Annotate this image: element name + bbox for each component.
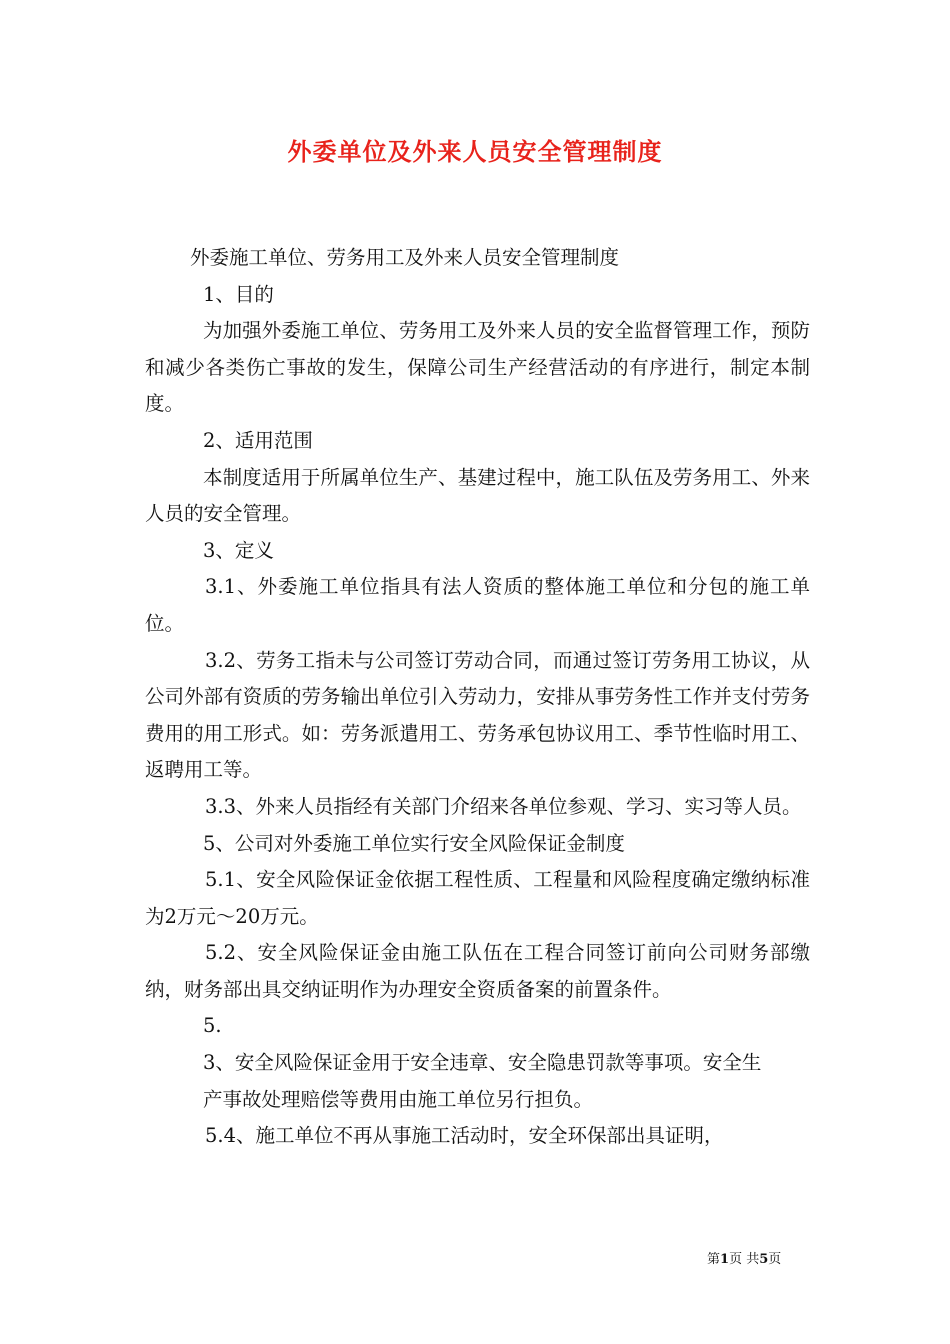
paragraph: 5.4、施工单位不再从事施工活动时，安全环保部出具证明， (205, 1124, 724, 1148)
paragraph: 5.2、安全风险保证金由施工队伍在工程合同签订前向公司财务部缴纳，财务部出具交纳证明作为办理安全资质备案的前置条件。 (145, 941, 810, 1001)
document-body (145, 240, 810, 1155)
paragraph: 3.3、外来人员指经有关部门介绍来各单位参观、学习、实习等人员。 (205, 794, 802, 818)
section-heading: 5、公司对外委施工单位实行安全风险保证金制度 (203, 831, 625, 855)
footer-suffix: 页 (768, 1252, 782, 1267)
paragraph: 本制度适用于所属单位生产、基建过程中，施工队伍及劳务用工、外来人员的安全管理。 (145, 465, 810, 526)
paragraph: 产事故处理赔偿等费用由施工单位另行担负。 (203, 1087, 594, 1111)
section-heading: 2、适用范围 (203, 428, 313, 452)
paragraph: 5.1、安全风险保证金依据工程性质、工程量和风险程度确定缴纳标准为2万元～20万元。 (145, 868, 810, 928)
document-title: 外委单位及外来人员安全管理制度 (287, 137, 663, 166)
paragraph: 3、安全风险保证金用于安全违章、安全隐患罚款等事项。安全生 (203, 1051, 762, 1075)
paragraph: 3.1、外委施工单位指具有法人资质的整体施工单位和分包的施工单位。 (145, 575, 810, 635)
paragraph: 为加强外委施工单位、劳务用工及外来人员的安全监督管理工作，预防和减少各类伤亡事故的发生，保障公司生产经营活动的有序进行，制定本制度。 (145, 319, 810, 416)
paragraph: 外委施工单位、劳务用工及外来人员安全管理制度 (190, 246, 620, 269)
page-footer (707, 1248, 781, 1267)
paragraph: 5. (203, 1014, 222, 1038)
current-page-number: 1 (720, 1252, 730, 1267)
paragraph: 3.2、劳务工指未与公司签订劳动合同，而通过签订劳务用工协议，从公司外部有资质的劳务输出单位引入劳动力，安排从事劳务性工作并支付劳务费用的用工形式。如：劳务派遣用工、劳务承包协议用工、季节性临时用工、返聘用工等。 (145, 648, 810, 782)
footer-middle: 页 共 (729, 1252, 760, 1267)
section-heading: 1、目的 (203, 282, 274, 306)
footer-prefix: 第 (707, 1252, 721, 1267)
total-pages-number: 5 (759, 1252, 769, 1267)
section-heading: 3、定义 (203, 538, 274, 562)
